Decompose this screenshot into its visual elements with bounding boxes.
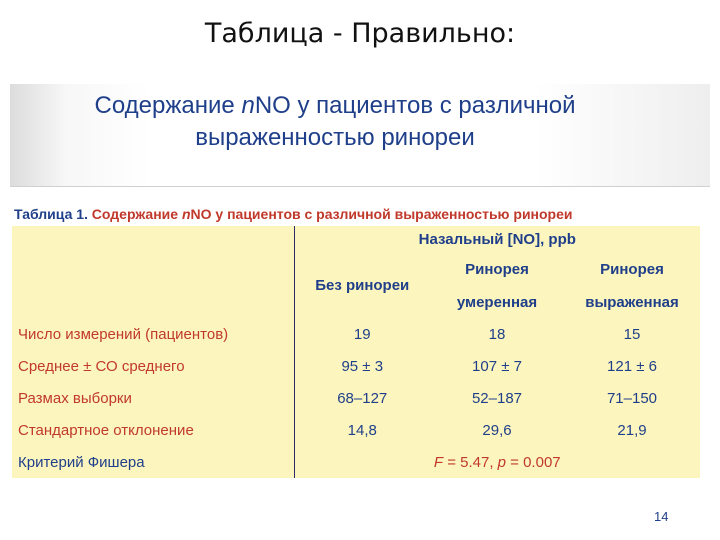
cell-value: 68–127 (337, 389, 388, 407)
data-table (12, 226, 700, 478)
caption-text-italic: n (181, 206, 191, 222)
group-header: Назальный [NO], ppb (418, 230, 576, 248)
caption-text-pre: Содержание (87, 206, 182, 222)
cell-value: 52–187 (471, 389, 523, 407)
fisher-f-value: = 5.47, (443, 453, 498, 471)
caption-text-post: NO у пациентов с различной выраженностью ринореи (190, 206, 573, 222)
cell-value: 15 (623, 325, 641, 343)
table-caption (14, 206, 573, 222)
slide-title: Таблица - Правильно: (204, 18, 516, 49)
cell-value: 14,8 (347, 421, 377, 439)
page-number: 14 (654, 509, 669, 524)
cell-value: 19 (353, 325, 371, 343)
cell-value: 18 (488, 325, 506, 343)
banner-line2: выраженностью ринореи (195, 124, 475, 151)
header-row-top (12, 252, 700, 286)
fisher-f-symbol: F (433, 453, 444, 471)
banner-line1-pre: Содержание (94, 92, 242, 119)
col-header-severe-line2: выраженная (585, 293, 679, 311)
banner (10, 84, 710, 187)
cell-value: 71–150 (606, 389, 658, 407)
col-header-moderate-line1: Ринорея (465, 260, 529, 278)
banner-title (10, 90, 660, 154)
row-label: Среднее ± СО среднего (12, 350, 294, 382)
col-header-moderate-line2: умеренная (456, 293, 538, 311)
row-label: Стандартное отклонение (12, 414, 294, 446)
fisher-p-value: = 0.007 (506, 453, 561, 471)
cell-value: 107 ± 7 (472, 357, 522, 375)
fisher-row (12, 446, 700, 478)
table-row (12, 318, 700, 350)
col-header-no-rhinorrhea: Без ринореи (315, 276, 410, 294)
cell-value: 21,9 (617, 421, 647, 439)
banner-line1-italic: n (241, 92, 255, 119)
cell-value: 95 ± 3 (341, 357, 384, 375)
table-row (12, 350, 700, 382)
fisher-label: Критерий Фишера (12, 446, 294, 478)
col-header-severe-line1: Ринорея (600, 260, 664, 278)
table-row (12, 414, 700, 446)
header-empty-cell (12, 226, 294, 252)
table-row (12, 382, 700, 414)
row-label: Размах выборки (12, 382, 294, 414)
banner-line1-post: NO у пациентов с различной (254, 92, 576, 119)
fisher-p-symbol: p (497, 453, 506, 471)
fisher-value (294, 446, 700, 478)
caption-label: Таблица 1. (14, 206, 88, 222)
cell-value: 121 ± 6 (607, 357, 657, 375)
cell-value: 29,6 (482, 421, 512, 439)
header-row-group (12, 226, 700, 252)
row-label: Число измерений (пациентов) (12, 318, 294, 350)
